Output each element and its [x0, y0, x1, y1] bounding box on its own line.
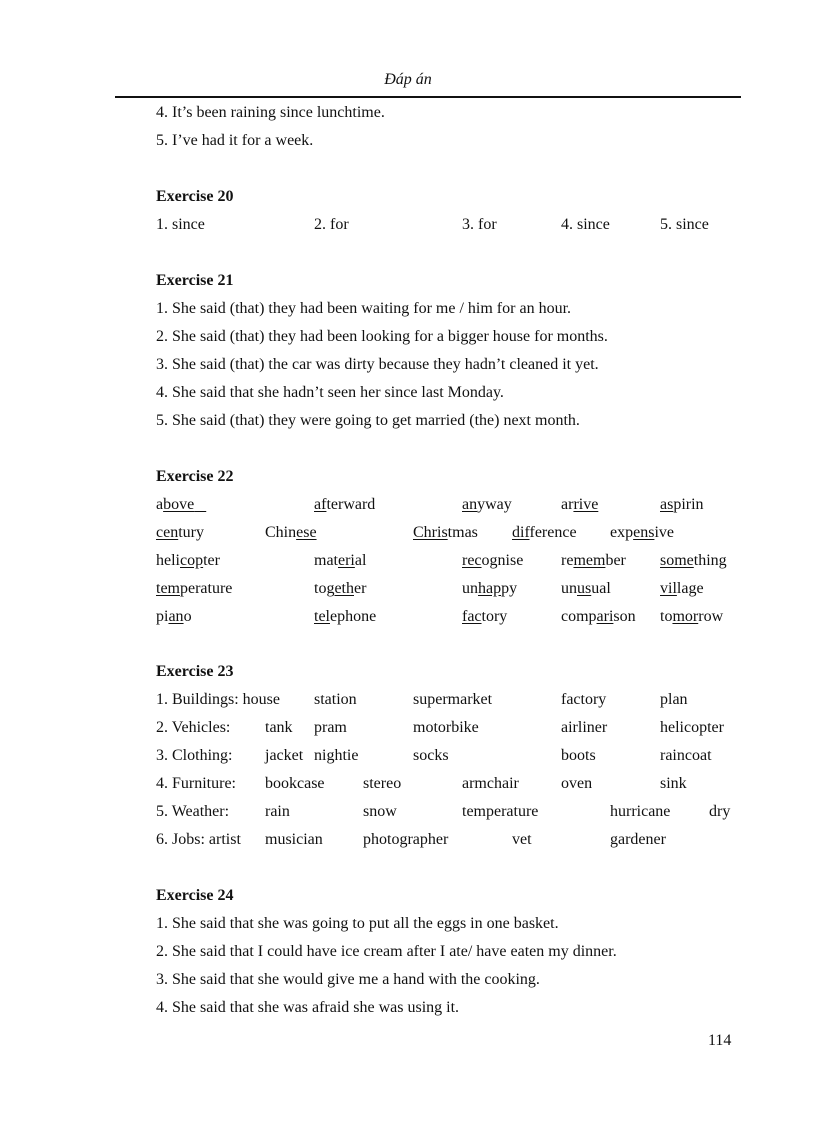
ex22-word: expensive — [610, 524, 674, 541]
ex21-line: 3. She said (that) the car was dirty because they hadn’t cleaned it yet. — [156, 356, 599, 373]
ex21-line: 4. She said that she hadn’t seen her since last Monday. — [156, 384, 504, 401]
ex22-word: village — [660, 580, 704, 597]
ex23-cell: 2. Vehicles: — [156, 719, 231, 736]
ex23-cell: supermarket — [413, 691, 493, 708]
ex23-cell: tank — [265, 719, 293, 736]
ex23-cell: snow — [363, 803, 397, 820]
ex20-answer: 5. since — [660, 216, 709, 233]
ex23-cell: factory — [561, 691, 607, 708]
ex20-answer: 1. since — [156, 216, 205, 233]
ex23-cell: motorbike — [413, 719, 479, 736]
ex23-cell: dry — [709, 803, 731, 820]
ex23-cell: vet — [512, 831, 532, 848]
ex22-word: piano — [156, 608, 192, 625]
ex23-cell: rain — [265, 803, 290, 820]
ex22-word: something — [660, 552, 727, 569]
ex23-cell: 5. Weather: — [156, 803, 230, 820]
ex23-cell: raincoat — [660, 747, 712, 764]
page-number: 114 — [708, 1032, 732, 1049]
ex22-word: remember — [561, 552, 626, 569]
ex24-line: 2. She said that I could have ice cream after I ate/ have eaten my dinner. — [156, 943, 617, 960]
ex22-word: comparison — [561, 608, 636, 625]
ex22-word: anyway — [462, 496, 512, 513]
ex21-line: 2. She said (that) they had been looking for a bigger house for months. — [156, 328, 608, 345]
ex23-cell: plan — [660, 691, 688, 708]
ex23-cell: pram — [314, 719, 347, 736]
ex22-word: factory — [462, 608, 508, 625]
ex23-cell: gardener — [610, 831, 666, 848]
ex23-cell: jacket — [265, 747, 304, 764]
ex23-cell: bookcase — [265, 775, 325, 792]
ex23-cell: 4. Furniture: — [156, 775, 236, 792]
ex23-cell: sink — [660, 775, 687, 792]
ex23-cell: airliner — [561, 719, 608, 736]
ex20-answer: 3. for — [462, 216, 497, 233]
ex23-cell: musician — [265, 831, 323, 848]
ex23-cell: 6. Jobs: artist — [156, 831, 241, 848]
exercise-21-title: Exercise 21 — [156, 272, 234, 289]
ex22-word: century — [156, 524, 204, 541]
ex22-word: difference — [512, 524, 577, 541]
ex22-word: aspirin — [660, 496, 704, 513]
page-header: Đáp án — [384, 71, 432, 88]
ex22-word: helicopter — [156, 552, 220, 569]
exercise-22-title: Exercise 22 — [156, 468, 234, 485]
answer-line: 4. It’s been raining since lunchtime. — [156, 104, 385, 121]
ex23-cell: stereo — [363, 775, 402, 792]
ex23-cell: boots — [561, 747, 596, 764]
ex22-word: afterward — [314, 496, 376, 513]
header-rule — [115, 96, 741, 98]
ex22-word: unhappy — [462, 580, 518, 597]
ex22-word: temperature — [156, 580, 233, 597]
ex23-cell: hurricane — [610, 803, 671, 820]
ex22-word: material — [314, 552, 367, 569]
ex24-line: 4. She said that she was afraid she was using it. — [156, 999, 460, 1016]
ex23-cell: 3. Clothing: — [156, 747, 233, 764]
ex20-answer: 2. for — [314, 216, 349, 233]
ex22-word: telephone — [314, 608, 377, 625]
ex21-line: 5. She said (that) they were going to get married (the) next month. — [156, 412, 580, 429]
ex22-word: tomorrow — [660, 608, 724, 625]
ex23-cell: oven — [561, 775, 593, 792]
ex22-word: recognise — [462, 552, 524, 569]
ex23-cell: helicopter — [660, 719, 724, 736]
ex22-word: Chinese — [265, 524, 317, 541]
exercise-23-title: Exercise 23 — [156, 663, 234, 680]
ex23-cell: photographer — [363, 831, 449, 848]
ex23-cell: station — [314, 691, 357, 708]
ex22-word: arrive — [561, 496, 599, 513]
ex23-cell: nightie — [314, 747, 359, 764]
ex23-cell: 1. Buildings: house — [156, 691, 281, 708]
ex22-word: Christmas — [413, 524, 478, 541]
ex21-line: 1. She said (that) they had been waiting for me / him for an hour. — [156, 300, 572, 317]
ex22-word: unusual — [561, 580, 611, 597]
ex22-word: above — [156, 496, 195, 513]
ex23-cell: socks — [413, 747, 449, 764]
ex22-word: together — [314, 580, 367, 597]
exercise-20-title: Exercise 20 — [156, 188, 234, 205]
ex20-answer: 4. since — [561, 216, 610, 233]
ex24-line: 1. She said that she was going to put all the eggs in one basket. — [156, 915, 559, 932]
exercise-24-title: Exercise 24 — [156, 887, 234, 904]
answer-line: 5. I’ve had it for a week. — [156, 132, 314, 149]
ex23-cell: armchair — [462, 775, 519, 792]
ex23-cell: temperature — [462, 803, 539, 820]
ex24-line: 3. She said that she would give me a hand with the cooking. — [156, 971, 540, 988]
